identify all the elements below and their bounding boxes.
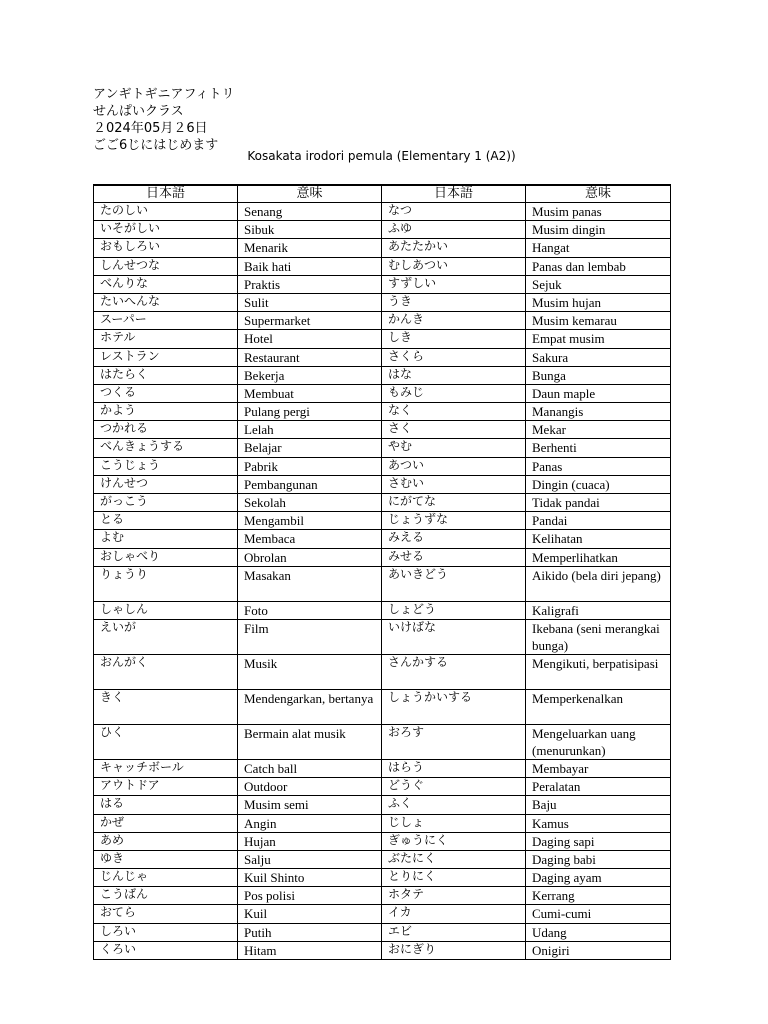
- column-header-japanese-1: 日本語: [94, 185, 238, 203]
- meaning-cell: Pulang pergi: [238, 403, 382, 421]
- meaning-cell: Mendengarkan, bertanya: [238, 689, 382, 724]
- class-name: せんぱいクラス: [93, 104, 184, 119]
- japanese-word-cell: しょどう: [382, 601, 526, 619]
- japanese-word-cell: スーパー: [94, 312, 238, 330]
- japanese-word-cell: くろい: [94, 941, 238, 959]
- column-header-meaning-2: 意味: [526, 185, 671, 203]
- japanese-word-cell: ホテル: [94, 330, 238, 348]
- table-row: [94, 293, 671, 311]
- japanese-word-cell: はる: [94, 796, 238, 814]
- table-row: [94, 869, 671, 887]
- meaning-cell: Pabrik: [238, 457, 382, 475]
- meaning-cell: Musim dingin: [526, 221, 671, 239]
- meaning-cell: Daging ayam: [526, 869, 671, 887]
- japanese-word-cell: りょうり: [94, 566, 238, 601]
- meaning-cell: Daging babi: [526, 850, 671, 868]
- meaning-cell: Sibuk: [238, 221, 382, 239]
- japanese-word-cell: さんかする: [382, 654, 526, 689]
- japanese-word-cell: おろす: [382, 724, 526, 759]
- column-header-japanese-2: 日本語: [382, 185, 526, 203]
- japanese-word-cell: こうばん: [94, 887, 238, 905]
- meaning-cell: Daging sapi: [526, 832, 671, 850]
- meaning-cell: Baik hati: [238, 257, 382, 275]
- table-row: [94, 689, 671, 724]
- japanese-word-cell: すずしい: [382, 275, 526, 293]
- japanese-word-cell: かぜ: [94, 814, 238, 832]
- japanese-word-cell: けんせつ: [94, 475, 238, 493]
- table-row: [94, 548, 671, 566]
- japanese-word-cell: ホタテ: [382, 887, 526, 905]
- meaning-cell: Sulit: [238, 293, 382, 311]
- lesson-date: ２024年05月２6日: [93, 121, 208, 136]
- japanese-word-cell: アウトドア: [94, 778, 238, 796]
- japanese-word-cell: おんがく: [94, 654, 238, 689]
- japanese-word-cell: はらう: [382, 759, 526, 777]
- meaning-cell: Salju: [238, 850, 382, 868]
- document-subtitle: Kosakata irodori pemula (Elementary 1 (A2)): [247, 149, 516, 163]
- meaning-cell: Kaligrafi: [526, 601, 671, 619]
- japanese-word-cell: ぎゅうにく: [382, 832, 526, 850]
- japanese-word-cell: しょうかいする: [382, 689, 526, 724]
- meaning-cell: Membayar: [526, 759, 671, 777]
- japanese-word-cell: イカ: [382, 905, 526, 923]
- meaning-cell: Mengambil: [238, 512, 382, 530]
- table-row: [94, 601, 671, 619]
- table-row: [94, 312, 671, 330]
- table-row: [94, 221, 671, 239]
- column-header-meaning-1: 意味: [238, 185, 382, 203]
- meaning-cell: Restaurant: [238, 348, 382, 366]
- meaning-cell: Kerrang: [526, 887, 671, 905]
- japanese-word-cell: ひく: [94, 724, 238, 759]
- table-row: [94, 457, 671, 475]
- meaning-cell: Angin: [238, 814, 382, 832]
- meaning-cell: Putih: [238, 923, 382, 941]
- japanese-word-cell: とりにく: [382, 869, 526, 887]
- japanese-word-cell: どうぐ: [382, 778, 526, 796]
- japanese-word-cell: べんりな: [94, 275, 238, 293]
- meaning-cell: Outdoor: [238, 778, 382, 796]
- japanese-word-cell: ふく: [382, 796, 526, 814]
- japanese-word-cell: さくら: [382, 348, 526, 366]
- meaning-cell: Bunga: [526, 366, 671, 384]
- meaning-cell: Pembangunan: [238, 475, 382, 493]
- meaning-cell: Foto: [238, 601, 382, 619]
- meaning-cell: Memperkenalkan: [526, 689, 671, 724]
- japanese-word-cell: おにぎり: [382, 941, 526, 959]
- japanese-word-cell: レストラン: [94, 348, 238, 366]
- meaning-cell: Panas dan lembab: [526, 257, 671, 275]
- japanese-word-cell: みえる: [382, 530, 526, 548]
- meaning-cell: Senang: [238, 203, 382, 221]
- japanese-word-cell: ふゆ: [382, 221, 526, 239]
- table-row: [94, 619, 671, 654]
- meaning-cell: Mengeluarkan uang (menurunkan): [526, 724, 671, 759]
- table-row: [94, 850, 671, 868]
- meaning-cell: Musik: [238, 654, 382, 689]
- japanese-word-cell: べんきょうする: [94, 439, 238, 457]
- table-row: [94, 778, 671, 796]
- japanese-word-cell: キャッチボール: [94, 759, 238, 777]
- japanese-word-cell: おてら: [94, 905, 238, 923]
- table-row: [94, 403, 671, 421]
- table-row: [94, 421, 671, 439]
- japanese-word-cell: しろい: [94, 923, 238, 941]
- japanese-word-cell: うき: [382, 293, 526, 311]
- table-row: [94, 366, 671, 384]
- meaning-cell: Daun maple: [526, 384, 671, 402]
- table-row: [94, 887, 671, 905]
- meaning-cell: Ikebana (seni merangkai bunga): [526, 619, 671, 654]
- meaning-cell: Peralatan: [526, 778, 671, 796]
- japanese-word-cell: じょうずな: [382, 512, 526, 530]
- meaning-cell: Musim kemarau: [526, 312, 671, 330]
- meaning-cell: Aikido (bela diri jepang): [526, 566, 671, 601]
- meaning-cell: Memperlihatkan: [526, 548, 671, 566]
- meaning-cell: Bermain alat musik: [238, 724, 382, 759]
- vocabulary-table: [93, 184, 671, 960]
- meaning-cell: Hitam: [238, 941, 382, 959]
- meaning-cell: Kelihatan: [526, 530, 671, 548]
- japanese-word-cell: おしゃべり: [94, 548, 238, 566]
- meaning-cell: Membuat: [238, 384, 382, 402]
- meaning-cell: Kuil: [238, 905, 382, 923]
- table-row: [94, 239, 671, 257]
- table-row: [94, 923, 671, 941]
- meaning-cell: Baju: [526, 796, 671, 814]
- table-row: [94, 832, 671, 850]
- meaning-cell: Kuil Shinto: [238, 869, 382, 887]
- japanese-word-cell: ゆき: [94, 850, 238, 868]
- japanese-word-cell: えいが: [94, 619, 238, 654]
- table-row: [94, 257, 671, 275]
- japanese-word-cell: しんせつな: [94, 257, 238, 275]
- japanese-word-cell: エビ: [382, 923, 526, 941]
- japanese-word-cell: さく: [382, 421, 526, 439]
- table-row: [94, 494, 671, 512]
- meaning-cell: Dingin (cuaca): [526, 475, 671, 493]
- meaning-cell: Musim semi: [238, 796, 382, 814]
- meaning-cell: Mekar: [526, 421, 671, 439]
- meaning-cell: Kamus: [526, 814, 671, 832]
- table-row: [94, 566, 671, 601]
- meaning-cell: Supermarket: [238, 312, 382, 330]
- meaning-cell: Manangis: [526, 403, 671, 421]
- japanese-word-cell: にがてな: [382, 494, 526, 512]
- table-row: [94, 941, 671, 959]
- table-row: [94, 905, 671, 923]
- meaning-cell: Sakura: [526, 348, 671, 366]
- table-row: [94, 203, 671, 221]
- meaning-cell: Musim panas: [526, 203, 671, 221]
- japanese-word-cell: もみじ: [382, 384, 526, 402]
- student-name: アンギトギニアフィトリ: [93, 87, 235, 102]
- meaning-cell: Pandai: [526, 512, 671, 530]
- japanese-word-cell: かんき: [382, 312, 526, 330]
- japanese-word-cell: なく: [382, 403, 526, 421]
- meaning-cell: Berhenti: [526, 439, 671, 457]
- meaning-cell: Cumi-cumi: [526, 905, 671, 923]
- meaning-cell: Bekerja: [238, 366, 382, 384]
- meaning-cell: Menarik: [238, 239, 382, 257]
- meaning-cell: Mengikuti, berpatisipasi: [526, 654, 671, 689]
- japanese-word-cell: あいきどう: [382, 566, 526, 601]
- meaning-cell: Praktis: [238, 275, 382, 293]
- japanese-word-cell: むしあつい: [382, 257, 526, 275]
- japanese-word-cell: しゃしん: [94, 601, 238, 619]
- meaning-cell: Sejuk: [526, 275, 671, 293]
- table-row: [94, 530, 671, 548]
- meaning-cell: Hotel: [238, 330, 382, 348]
- japanese-word-cell: さむい: [382, 475, 526, 493]
- document-header: [93, 86, 234, 154]
- japanese-word-cell: あつい: [382, 457, 526, 475]
- japanese-word-cell: じしょ: [382, 814, 526, 832]
- table-row: [94, 796, 671, 814]
- table-row: [94, 384, 671, 402]
- japanese-word-cell: いそがしい: [94, 221, 238, 239]
- japanese-word-cell: きく: [94, 689, 238, 724]
- japanese-word-cell: つくる: [94, 384, 238, 402]
- meaning-cell: Pos polisi: [238, 887, 382, 905]
- japanese-word-cell: しき: [382, 330, 526, 348]
- meaning-cell: Catch ball: [238, 759, 382, 777]
- japanese-word-cell: つかれる: [94, 421, 238, 439]
- meaning-cell: Belajar: [238, 439, 382, 457]
- japanese-word-cell: あたたかい: [382, 239, 526, 257]
- japanese-word-cell: よむ: [94, 530, 238, 548]
- table-row: [94, 654, 671, 689]
- meaning-cell: Empat musim: [526, 330, 671, 348]
- japanese-word-cell: なつ: [382, 203, 526, 221]
- japanese-word-cell: あめ: [94, 832, 238, 850]
- meaning-cell: Hangat: [526, 239, 671, 257]
- japanese-word-cell: とる: [94, 512, 238, 530]
- japanese-word-cell: じんじゃ: [94, 869, 238, 887]
- table-row: [94, 814, 671, 832]
- table-row: [94, 475, 671, 493]
- table-header-row: [94, 185, 671, 203]
- table-row: [94, 348, 671, 366]
- meaning-cell: Panas: [526, 457, 671, 475]
- meaning-cell: Lelah: [238, 421, 382, 439]
- meaning-cell: Udang: [526, 923, 671, 941]
- meaning-cell: Musim hujan: [526, 293, 671, 311]
- table-row: [94, 439, 671, 457]
- table-body: [94, 203, 671, 960]
- table-row: [94, 275, 671, 293]
- table-row: [94, 759, 671, 777]
- japanese-word-cell: たのしい: [94, 203, 238, 221]
- start-time: ごご6じにはじめます: [93, 138, 219, 153]
- meaning-cell: Onigiri: [526, 941, 671, 959]
- meaning-cell: Tidak pandai: [526, 494, 671, 512]
- meaning-cell: Sekolah: [238, 494, 382, 512]
- meaning-cell: Membaca: [238, 530, 382, 548]
- japanese-word-cell: こうじょう: [94, 457, 238, 475]
- meaning-cell: Masakan: [238, 566, 382, 601]
- japanese-word-cell: ぶたにく: [382, 850, 526, 868]
- japanese-word-cell: おもしろい: [94, 239, 238, 257]
- japanese-word-cell: かよう: [94, 403, 238, 421]
- japanese-word-cell: はたらく: [94, 366, 238, 384]
- japanese-word-cell: いけばな: [382, 619, 526, 654]
- japanese-word-cell: みせる: [382, 548, 526, 566]
- table-row: [94, 724, 671, 759]
- meaning-cell: Hujan: [238, 832, 382, 850]
- meaning-cell: Obrolan: [238, 548, 382, 566]
- table-row: [94, 330, 671, 348]
- japanese-word-cell: はな: [382, 366, 526, 384]
- table-row: [94, 512, 671, 530]
- japanese-word-cell: たいへんな: [94, 293, 238, 311]
- japanese-word-cell: がっこう: [94, 494, 238, 512]
- japanese-word-cell: やむ: [382, 439, 526, 457]
- meaning-cell: Film: [238, 619, 382, 654]
